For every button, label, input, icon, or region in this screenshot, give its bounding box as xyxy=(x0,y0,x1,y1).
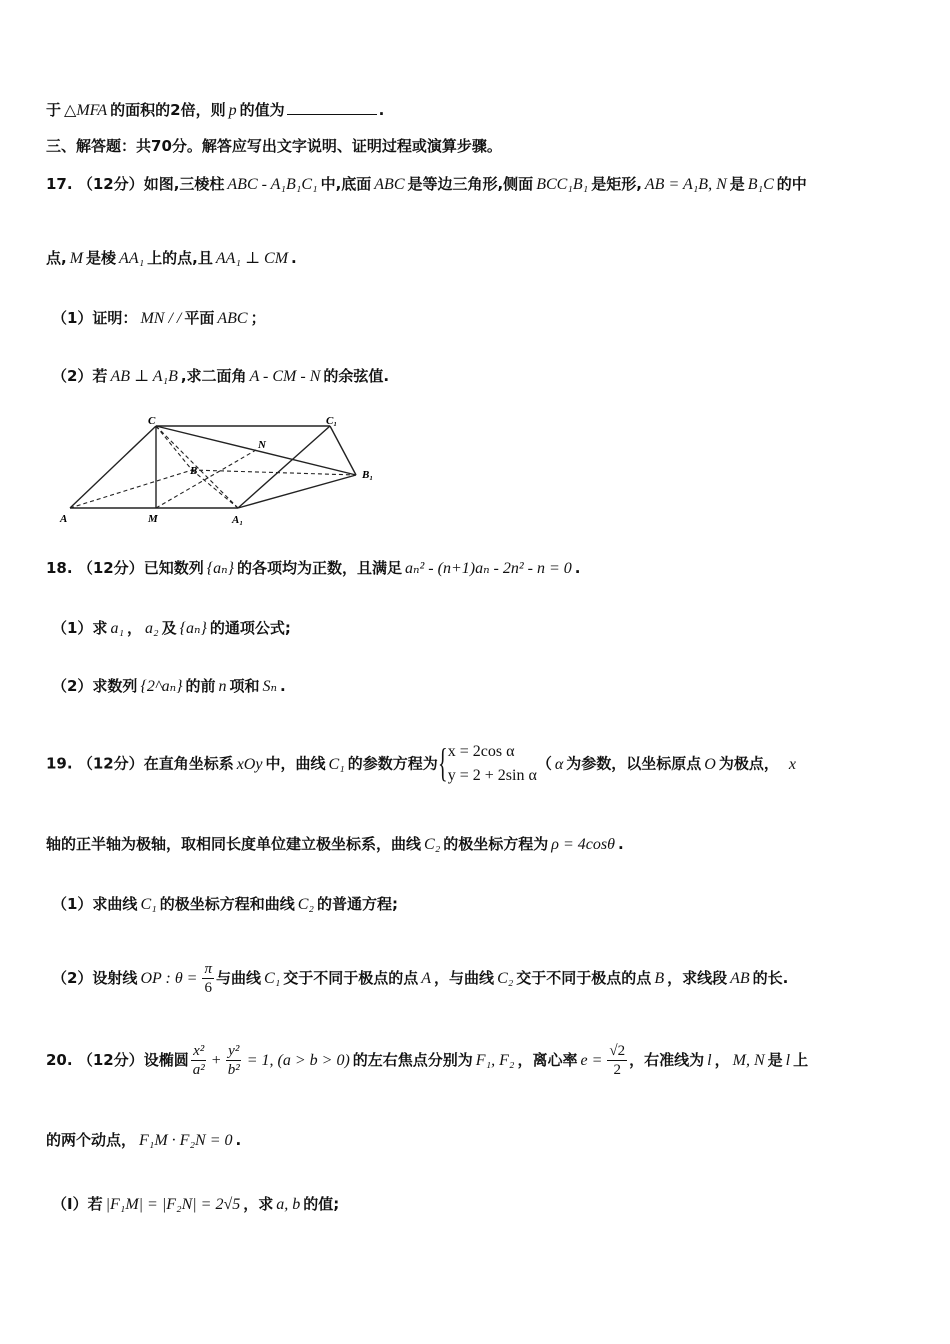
q17-text5: 是 xyxy=(729,175,745,193)
q20-p1-mid: ，求 xyxy=(243,1195,274,1213)
edge-CB-hidden xyxy=(156,426,192,470)
q18-seq: {aₙ} xyxy=(206,560,234,577)
q19-p1-c1: C₁ xyxy=(140,896,157,913)
q19-p2-t2: 交于不同于极点的点 xyxy=(283,969,419,987)
q17-text1: 如图,三棱柱 xyxy=(143,175,225,193)
q19-c2: C₂ xyxy=(424,836,441,853)
q20-text5: ， xyxy=(714,1051,730,1069)
q17-line1 xyxy=(46,174,807,195)
q18-p2-n: n xyxy=(218,678,227,695)
q17-p2-end: 的余弦值. xyxy=(323,367,390,385)
q18-p2-mid2: 项和 xyxy=(229,677,260,695)
q19-line2a: 轴的正半轴为极轴，取相同长度单位建立极坐标系，曲线 xyxy=(46,835,422,853)
label-A1: A₁ xyxy=(232,514,244,526)
q19-p1-end: 的普通方程; xyxy=(316,895,398,913)
label-A: A xyxy=(60,513,68,525)
q20-l: l xyxy=(707,1052,712,1069)
q20-text1: 设椭圆 xyxy=(143,1051,189,1069)
q17-p1-mid: 平面 xyxy=(184,309,215,327)
q19-text3: 的参数方程为 xyxy=(347,754,438,773)
q18-p1-seq: {aₙ} xyxy=(179,620,207,637)
q19-p2-pi: π xyxy=(204,961,212,977)
edge-AC xyxy=(70,426,156,508)
q17-text6: 的中 xyxy=(776,175,807,193)
edge-BA1-hidden xyxy=(192,470,238,508)
q19-paren: （ xyxy=(536,754,552,773)
q17-line2a: 点, xyxy=(46,249,67,267)
q17-face: BCC₁B₁ xyxy=(536,176,589,193)
q18-part1 xyxy=(52,618,291,639)
q17-p2-expr: AB ⊥ A₁B xyxy=(110,368,178,385)
q20-two: 2 xyxy=(613,1062,621,1078)
q18-p1-label: （1）求 xyxy=(52,619,108,637)
q17-p1-label: （1）证明： xyxy=(52,309,138,327)
q18-p1-a1: a₁ xyxy=(110,620,124,637)
q18-num: 18. xyxy=(46,559,73,577)
q19-line1 xyxy=(46,740,799,788)
prism-figure xyxy=(52,410,392,528)
q19-text2: 中，曲线 xyxy=(265,754,326,773)
q20-dot: F₁M · F₂N = 0 xyxy=(139,1132,233,1149)
q18-p2-end: . xyxy=(280,677,286,695)
q17-edge: AA₁ xyxy=(119,250,145,267)
intro-line xyxy=(46,100,384,121)
q19-p1-label: （1）求曲线 xyxy=(52,895,138,913)
q19-O: O xyxy=(704,755,716,773)
q19-line2 xyxy=(46,834,624,855)
q20-sqrt2: √2 xyxy=(609,1043,626,1059)
q19-p2-t1: 与曲线 xyxy=(216,969,262,987)
q19-part1 xyxy=(52,894,398,915)
q20-p1-ab: a, b xyxy=(276,1196,301,1213)
q17-part1 xyxy=(52,308,266,329)
q20-frac-x xyxy=(191,1042,207,1079)
q17-p2-angle: A - CM - N xyxy=(249,368,321,385)
q17-p1-plane: ABC xyxy=(217,310,248,327)
q20-b2: b² xyxy=(227,1062,240,1078)
q17-text4: 是矩形, xyxy=(591,175,642,193)
q20-line2 xyxy=(46,1130,241,1151)
q20-ecc-frac xyxy=(607,1042,627,1079)
q18-text2: 的各项均为正数，且满足 xyxy=(236,559,402,577)
q19-num: 19. xyxy=(46,754,73,773)
q17-base: ABC xyxy=(374,176,405,193)
q19-alpha: α xyxy=(554,755,564,773)
q19-p2-t5: ，求线段 xyxy=(667,969,728,987)
intro-mid: 的面积的2倍，则 xyxy=(110,101,226,119)
q19-p2-A: A xyxy=(421,970,432,987)
q18-p1-end: 的通项公式; xyxy=(209,619,291,637)
q20-text7: 上 xyxy=(793,1051,809,1069)
label-B: B xyxy=(190,465,198,477)
q17-text2: 中,底面 xyxy=(320,175,372,193)
q18-part2 xyxy=(52,676,286,697)
edge-C1B1 xyxy=(330,426,356,475)
q19-p1-c2: C₂ xyxy=(297,896,314,913)
q19-p2-c2: C₂ xyxy=(497,970,514,987)
q20-MN: M, N xyxy=(732,1052,765,1069)
q17-M: M xyxy=(69,250,84,267)
q20-foci: F₁, F₂ xyxy=(475,1052,515,1069)
q18-p2-mid: 的前 xyxy=(185,677,216,695)
q19-p2-t4: 交于不同于极点的点 xyxy=(516,969,652,987)
edge-MN-hidden xyxy=(156,450,256,508)
q19-p2-c1: C₁ xyxy=(264,970,281,987)
q20-text2: 的左右焦点分别为 xyxy=(352,1051,473,1069)
q20-eq-rest: = 1, (a > b > 0) xyxy=(246,1052,350,1069)
q17-line2b: 是棱 xyxy=(86,249,117,267)
q18-line1 xyxy=(46,558,581,579)
intro-prefix: 于 xyxy=(46,101,62,119)
q19-polar: ρ = 4cosθ xyxy=(551,836,615,853)
q20-x2: x² xyxy=(193,1043,205,1059)
q20-p1-end: 的值; xyxy=(303,1195,340,1213)
q20-e: e = xyxy=(580,1052,603,1069)
q17-part2 xyxy=(52,366,389,387)
q17-cond: AB = A₁B, N xyxy=(644,176,727,193)
q18-score: （12分） xyxy=(77,559,144,577)
q20-p1-label: （Ⅰ）若 xyxy=(52,1195,103,1213)
q19-p2-AB: AB xyxy=(730,970,750,987)
q19-eq-y: y = 2 + 2sin α xyxy=(447,767,537,784)
intro-suffix: 的值为 xyxy=(239,101,285,119)
q18-p2-seq: {2^aₙ} xyxy=(140,678,183,695)
label-C1: C₁ xyxy=(326,415,338,427)
q20-l2: l xyxy=(785,1052,791,1069)
q18-p1-comma: ， xyxy=(127,619,143,637)
q17-p1-end: ； xyxy=(250,309,266,327)
q19-part2 xyxy=(52,960,788,997)
q20-text3: ，离心率 xyxy=(517,1051,578,1069)
q18-p2-label: （2）求数列 xyxy=(52,677,138,695)
q19-p2-t3: ，与曲线 xyxy=(434,969,495,987)
q18-p2-sum: Sₙ xyxy=(262,678,277,695)
q17-p2-mid: ,求二面角 xyxy=(180,367,247,385)
q20-line1 xyxy=(46,1042,808,1079)
q17-p2-label: （2）若 xyxy=(52,367,108,385)
q19-text1: 在直角坐标系 xyxy=(143,754,234,773)
answer-blank xyxy=(287,100,377,115)
q19-text4: 为参数，以坐标原点 xyxy=(566,754,702,773)
label-B1: B₁ xyxy=(362,469,374,481)
section-heading: 三、解答题：共70分。解答应写出文字说明、证明过程或演算步骤。 xyxy=(46,137,502,155)
q18-p1-and: 及 xyxy=(161,619,177,637)
q18-end: . xyxy=(574,559,581,577)
q20-a2: a² xyxy=(192,1062,205,1078)
q18-text1: 已知数列 xyxy=(143,559,204,577)
q20-y2: y² xyxy=(228,1043,240,1059)
q17-p1-expr: MN / / xyxy=(140,310,182,327)
q19-sys: xOy xyxy=(236,755,263,773)
q20-line2a: 的两个动点， xyxy=(46,1131,137,1149)
q17-num: 17. xyxy=(46,175,73,193)
q20-p1-expr: |F₁M| = |F₂N| = 2√5 xyxy=(105,1196,241,1213)
q17-seg: B₁C xyxy=(747,176,774,193)
q19-pi-over-6 xyxy=(202,960,214,997)
q19-p2-label: （2）设射线 xyxy=(52,969,138,987)
edge-AB-hidden xyxy=(70,470,192,508)
q19-text5: 为极点， xyxy=(718,754,779,773)
label-M: M xyxy=(148,513,158,525)
q17-perp: AA₁ ⊥ CM xyxy=(215,250,289,267)
q17-line2c: 上的点,且 xyxy=(147,249,213,267)
q19-p2-ray: OP : θ = xyxy=(140,970,198,987)
q19-p1-mid: 的极坐标方程和曲线 xyxy=(159,895,295,913)
label-N: N xyxy=(258,439,266,451)
q19-line2c: . xyxy=(617,835,624,853)
q20-text6: 是 xyxy=(767,1051,783,1069)
q19-score: （12分） xyxy=(77,754,144,773)
q20-plus: + xyxy=(211,1052,221,1069)
q20-line2b: . xyxy=(235,1131,242,1149)
q19-line2b: 的极坐标方程为 xyxy=(443,835,549,853)
q20-frac-y xyxy=(226,1042,242,1079)
q17-line2d: . xyxy=(291,249,297,267)
q19-c1: C₁ xyxy=(328,755,345,773)
q20-part1 xyxy=(52,1194,339,1215)
q19-x: x xyxy=(788,755,796,773)
q19-p2-B: B xyxy=(654,970,665,987)
q19-eq-x: x = 2cos α xyxy=(447,743,515,760)
intro-expr: △MFA xyxy=(64,102,108,119)
intro-var: p xyxy=(228,102,237,119)
q19-param-system: { x = 2cos α y = 2 + 2sin α xyxy=(438,740,537,788)
q17-score: （12分） xyxy=(77,175,144,193)
q17-line2 xyxy=(46,248,297,269)
q17-text3: 是等边三角形,侧面 xyxy=(407,175,534,193)
label-C: C xyxy=(148,415,156,427)
intro-end: . xyxy=(378,101,385,119)
q20-num: 20. xyxy=(46,1051,73,1069)
q19-p2-six: 6 xyxy=(204,980,212,996)
q18-p1-a2: a₂ xyxy=(145,620,159,637)
q19-p2-end: 的长. xyxy=(752,969,789,987)
q17-prism: ABC - A₁B₁C₁ xyxy=(227,176,318,193)
q20-text4: ，右准线为 xyxy=(629,1051,705,1069)
q20-score: （12分） xyxy=(77,1051,144,1069)
q18-eq: aₙ² - (n+1)aₙ - 2n² - n = 0 xyxy=(405,560,572,577)
